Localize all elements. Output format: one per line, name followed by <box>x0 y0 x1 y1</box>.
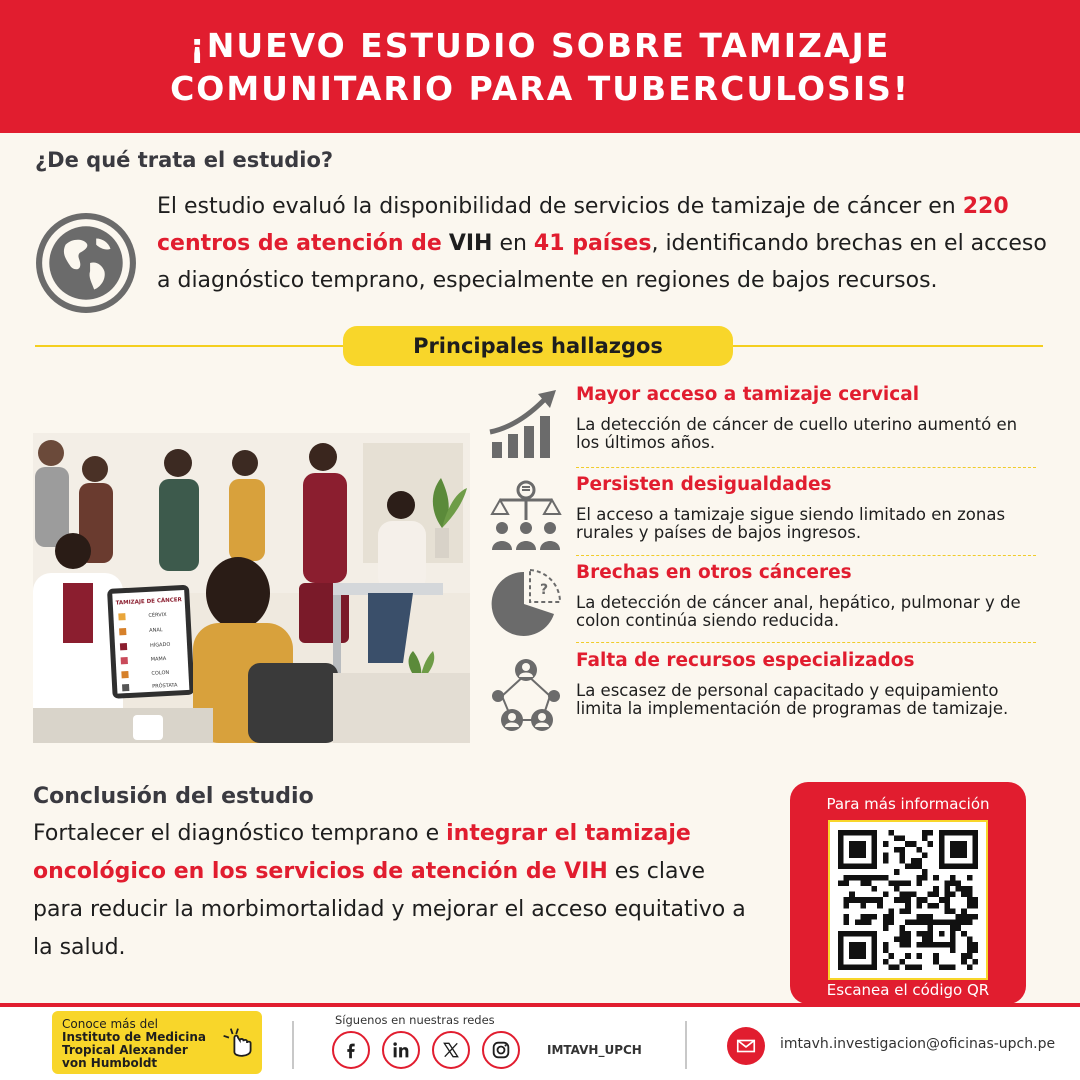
click-hand-icon <box>220 1025 256 1061</box>
linkedin-icon[interactable] <box>382 1031 420 1069</box>
title-line-2: COMUNITARIO PARA TUBERCULOSIS! <box>170 68 910 108</box>
title-line-1: ¡NUEVO ESTUDIO SOBRE TAMIZAJE <box>189 25 891 65</box>
footer <box>0 1007 1080 1080</box>
footer-separator <box>685 1021 687 1069</box>
about-text-part-3: , identificando brechas en el acceso a diagnóstico temprano, especialmente en regiones de bajos recursos. <box>157 231 1047 293</box>
finding-item <box>480 648 1040 748</box>
institute-promo[interactable] <box>52 1011 262 1074</box>
inequality-scale-icon <box>488 478 564 554</box>
tablet-item-2: ANAL <box>149 627 163 634</box>
mail-icon[interactable] <box>727 1027 765 1065</box>
highlight-vih: VIH <box>448 231 493 256</box>
conclusion-text-part-1: Fortalecer el diagnóstico temprano e <box>33 821 447 846</box>
finding-title: Falta de recursos especializados <box>576 650 915 671</box>
finding-body: La detección de cáncer anal, hepático, pulmonar y de colon continúa siendo reducida. <box>576 593 1021 630</box>
x-icon[interactable] <box>432 1031 470 1069</box>
qr-bottom-label: Escanea el código QR <box>826 981 990 999</box>
follow-label: Síguenos en nuestras redes <box>335 1013 495 1027</box>
people-network-icon <box>488 656 564 732</box>
tablet-item-4: MAMA <box>150 656 167 663</box>
finding-body: La escasez de personal capacitado y equipamiento limita la implementación de programas de tamizaje. <box>576 681 1009 718</box>
header-banner <box>0 0 1080 133</box>
finding-item <box>480 560 1040 642</box>
qr-code-image <box>838 830 978 970</box>
tablet-item-1: CÉRVIX <box>148 611 167 619</box>
footer-separator <box>292 1021 294 1069</box>
social-handle[interactable]: IMTAVH_UPCH <box>547 1043 642 1057</box>
finding-divider <box>576 467 1036 468</box>
finding-body: La detección de cáncer de cuello uterino aumentó en los últimos años. <box>576 415 1018 452</box>
finding-divider <box>576 642 1036 643</box>
globe-icon <box>35 212 137 314</box>
finding-title: Brechas en otros cánceres <box>576 562 852 583</box>
about-text <box>157 188 1047 299</box>
tablet-item-6: PRÓSTATA <box>152 682 178 690</box>
about-text-part-1: El estudio evaluó la disponibilidad de servicios de tamizaje de cáncer en <box>157 194 963 219</box>
qr-code[interactable] <box>828 820 988 980</box>
tablet-item-5: COLON <box>151 669 170 677</box>
growth-chart-icon <box>488 388 564 464</box>
tablet-title: TAMIZAJE DE CÁNCER <box>115 597 182 607</box>
about-text-part-2: en <box>492 231 534 256</box>
finding-item <box>480 472 1040 554</box>
finding-title: Mayor acceso a tamizaje cervical <box>576 384 920 405</box>
pie-chart-question-icon <box>488 566 564 642</box>
findings-heading: Principales hallazgos <box>343 326 733 366</box>
conclusion-highlight: integrar el tamizaje oncológico en los servicios de atención de VIH <box>33 821 691 884</box>
instagram-icon[interactable] <box>482 1031 520 1069</box>
svg-text:?: ? <box>540 582 549 598</box>
page-title <box>170 24 910 110</box>
conclusion-text <box>33 815 753 967</box>
conclusion-heading: Conclusión del estudio <box>33 784 314 809</box>
tablet-item-3: HÍGADO <box>149 641 171 649</box>
clinic-illustration <box>33 433 470 743</box>
qr-card <box>790 782 1026 1004</box>
finding-title: Persisten desigualdades <box>576 474 832 495</box>
promo-line-1: Conoce más del <box>62 1017 158 1031</box>
contact-email[interactable]: imtavh.investigacion@oficinas-upch.pe <box>780 1036 1056 1052</box>
facebook-icon[interactable] <box>332 1031 370 1069</box>
finding-body: El acceso a tamizaje sigue siendo limitado en zonas rurales y países de bajos ingresos. <box>576 505 1006 542</box>
conclusion-text-part-2: es clave para reducir la morbimortalidad y mejorar el acceso equitativo a la salud. <box>33 859 746 960</box>
about-heading: ¿De qué trata el estudio? <box>35 148 334 172</box>
qr-top-label: Para más información <box>826 795 990 813</box>
highlight-centers: 220 centros de atención de <box>157 194 1009 256</box>
promo-institute-name: Instituto de Medicina Tropical Alexander von Humboldt <box>62 1030 206 1070</box>
highlight-countries: 41 países <box>533 231 652 256</box>
finding-item <box>480 380 1040 470</box>
finding-divider <box>576 555 1036 556</box>
